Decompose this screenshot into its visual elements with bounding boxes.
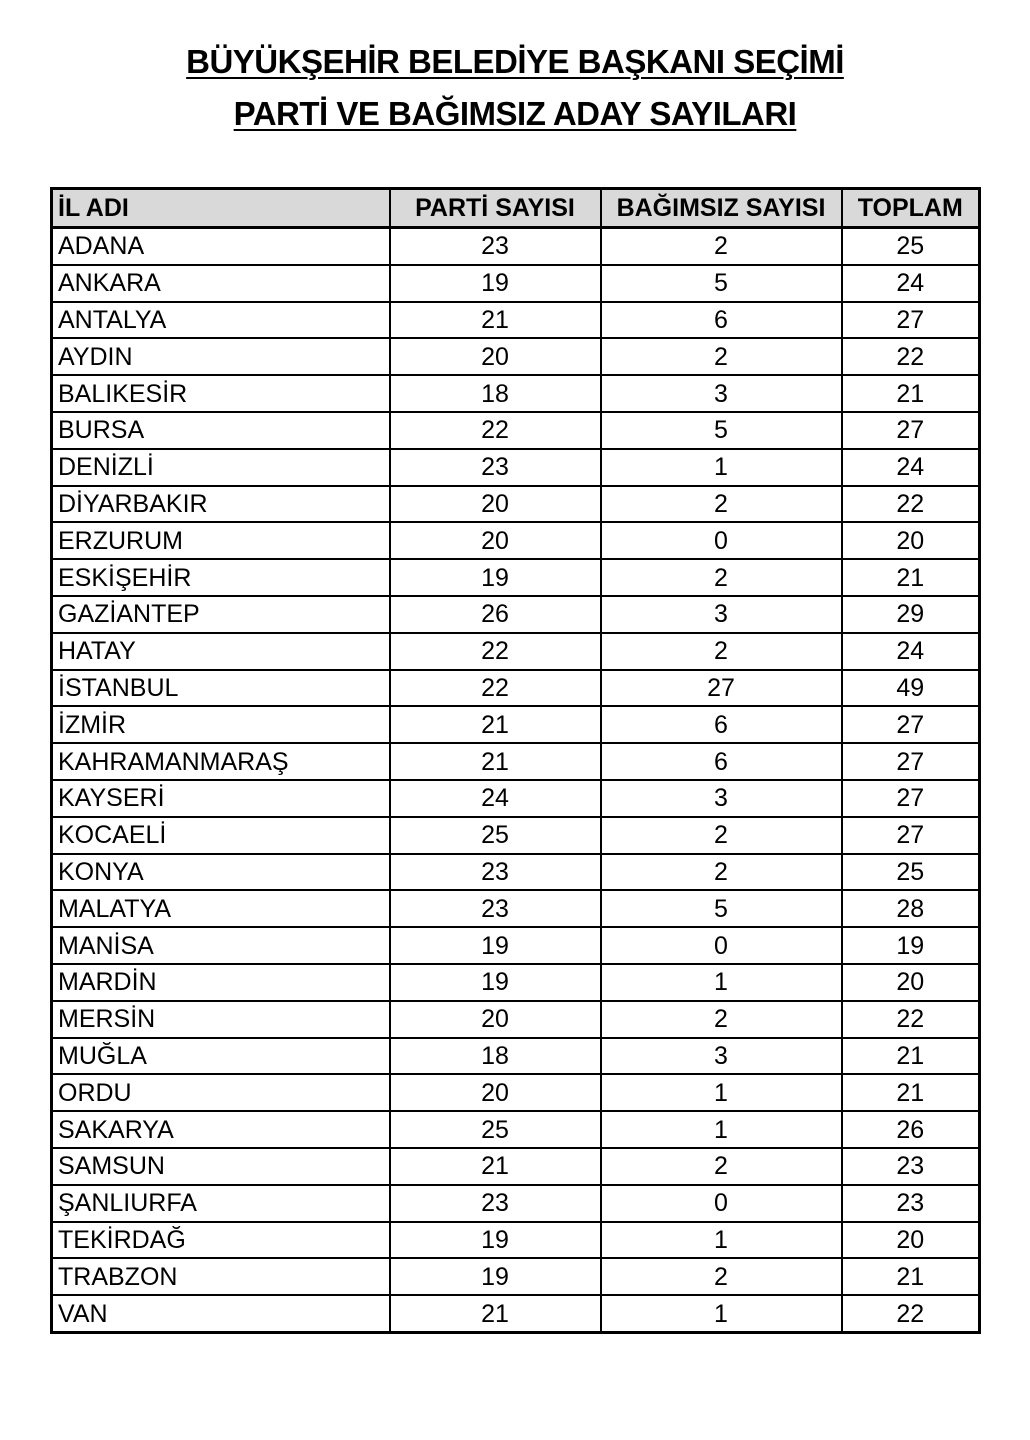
- province-cell: HATAY: [52, 633, 390, 670]
- total-cell: 27: [842, 706, 980, 743]
- province-cell: ORDU: [52, 1074, 390, 1111]
- independent-count-cell: 0: [601, 1185, 842, 1222]
- province-cell: MARDİN: [52, 964, 390, 1001]
- independent-count-cell: 2: [601, 338, 842, 375]
- independent-count-cell: 2: [601, 1001, 842, 1038]
- header-party-count: PARTİ SAYISI: [390, 189, 601, 228]
- party-count-cell: 21: [390, 743, 601, 780]
- independent-count-cell: 0: [601, 522, 842, 559]
- independent-count-cell: 5: [601, 265, 842, 302]
- total-cell: 22: [842, 486, 980, 523]
- table-row: [52, 228, 980, 265]
- independent-count-cell: 2: [601, 559, 842, 596]
- province-cell: İZMİR: [52, 706, 390, 743]
- total-cell: 25: [842, 854, 980, 891]
- header-province: İL ADI: [52, 189, 390, 228]
- province-cell: DENİZLİ: [52, 449, 390, 486]
- party-count-cell: 19: [390, 265, 601, 302]
- table-row: [52, 927, 980, 964]
- total-cell: 27: [842, 412, 980, 449]
- province-cell: İSTANBUL: [52, 670, 390, 707]
- table-row: [52, 890, 980, 927]
- province-cell: VAN: [52, 1295, 390, 1332]
- province-cell: KONYA: [52, 854, 390, 891]
- independent-count-cell: 1: [601, 449, 842, 486]
- independent-count-cell: 5: [601, 412, 842, 449]
- party-count-cell: 23: [390, 890, 601, 927]
- table-row: [52, 854, 980, 891]
- table-row: [52, 486, 980, 523]
- party-count-cell: 23: [390, 449, 601, 486]
- table-row: [52, 1185, 980, 1222]
- party-count-cell: 21: [390, 1148, 601, 1185]
- independent-count-cell: 5: [601, 890, 842, 927]
- party-count-cell: 22: [390, 670, 601, 707]
- candidate-count-table: [50, 187, 981, 1334]
- table-row: [52, 449, 980, 486]
- independent-count-cell: 3: [601, 596, 842, 633]
- province-cell: KAYSERİ: [52, 780, 390, 817]
- independent-count-cell: 2: [601, 228, 842, 265]
- party-count-cell: 24: [390, 780, 601, 817]
- province-cell: ADANA: [52, 228, 390, 265]
- independent-count-cell: 2: [601, 633, 842, 670]
- party-count-cell: 23: [390, 228, 601, 265]
- province-cell: MUĞLA: [52, 1038, 390, 1075]
- total-cell: 22: [842, 1001, 980, 1038]
- party-count-cell: 23: [390, 854, 601, 891]
- province-cell: TEKİRDAĞ: [52, 1222, 390, 1259]
- province-cell: ESKİŞEHİR: [52, 559, 390, 596]
- independent-count-cell: 3: [601, 780, 842, 817]
- party-count-cell: 22: [390, 412, 601, 449]
- party-count-cell: 22: [390, 633, 601, 670]
- table-row: [52, 670, 980, 707]
- total-cell: 25: [842, 228, 980, 265]
- total-cell: 29: [842, 596, 980, 633]
- table-row: [52, 964, 980, 1001]
- party-count-cell: 21: [390, 1295, 601, 1332]
- title-line-2-text: PARTİ VE BAĞIMSIZ ADAY SAYILARI: [233, 95, 797, 132]
- independent-count-cell: 6: [601, 706, 842, 743]
- party-count-cell: 20: [390, 486, 601, 523]
- table-row: [52, 559, 980, 596]
- table-body: [52, 228, 980, 1333]
- total-cell: 27: [842, 817, 980, 854]
- province-cell: GAZİANTEP: [52, 596, 390, 633]
- table-row: [52, 1258, 980, 1295]
- party-count-cell: 19: [390, 1258, 601, 1295]
- province-cell: BURSA: [52, 412, 390, 449]
- table-row: [52, 706, 980, 743]
- total-cell: 26: [842, 1111, 980, 1148]
- independent-count-cell: 2: [601, 817, 842, 854]
- total-cell: 27: [842, 780, 980, 817]
- total-cell: 21: [842, 1258, 980, 1295]
- province-cell: BALIKESİR: [52, 375, 390, 412]
- party-count-cell: 20: [390, 1074, 601, 1111]
- province-cell: SAMSUN: [52, 1148, 390, 1185]
- table-row: [52, 743, 980, 780]
- independent-count-cell: 1: [601, 1295, 842, 1332]
- table-row: [52, 265, 980, 302]
- party-count-cell: 23: [390, 1185, 601, 1222]
- party-count-cell: 19: [390, 1222, 601, 1259]
- independent-count-cell: 6: [601, 743, 842, 780]
- independent-count-cell: 3: [601, 375, 842, 412]
- total-cell: 19: [842, 927, 980, 964]
- province-cell: MANİSA: [52, 927, 390, 964]
- table-row: [52, 1222, 980, 1259]
- table-row: [52, 375, 980, 412]
- total-cell: 22: [842, 338, 980, 375]
- total-cell: 24: [842, 449, 980, 486]
- table-row: [52, 1001, 980, 1038]
- independent-count-cell: 0: [601, 927, 842, 964]
- party-count-cell: 20: [390, 338, 601, 375]
- total-cell: 23: [842, 1185, 980, 1222]
- header-independent-count: BAĞIMSIZ SAYISI: [601, 189, 842, 228]
- title-line-2: [0, 88, 1030, 140]
- total-cell: 28: [842, 890, 980, 927]
- total-cell: 21: [842, 1038, 980, 1075]
- party-count-cell: 19: [390, 964, 601, 1001]
- table-row: [52, 1074, 980, 1111]
- table-row: [52, 1038, 980, 1075]
- independent-count-cell: 1: [601, 1074, 842, 1111]
- independent-count-cell: 2: [601, 1258, 842, 1295]
- party-count-cell: 20: [390, 522, 601, 559]
- table-row: [52, 817, 980, 854]
- province-cell: SAKARYA: [52, 1111, 390, 1148]
- independent-count-cell: 1: [601, 964, 842, 1001]
- table-row: [52, 1148, 980, 1185]
- table-header: [52, 189, 980, 228]
- party-count-cell: 20: [390, 1001, 601, 1038]
- table-row: [52, 338, 980, 375]
- total-cell: 23: [842, 1148, 980, 1185]
- party-count-cell: 21: [390, 302, 601, 339]
- province-cell: ANKARA: [52, 265, 390, 302]
- independent-count-cell: 1: [601, 1222, 842, 1259]
- total-cell: 21: [842, 1074, 980, 1111]
- province-cell: TRABZON: [52, 1258, 390, 1295]
- total-cell: 20: [842, 964, 980, 1001]
- province-cell: KAHRAMANMARAŞ: [52, 743, 390, 780]
- table-row: [52, 633, 980, 670]
- independent-count-cell: 3: [601, 1038, 842, 1075]
- table-row: [52, 1111, 980, 1148]
- independent-count-cell: 2: [601, 486, 842, 523]
- province-cell: ERZURUM: [52, 522, 390, 559]
- total-cell: 20: [842, 522, 980, 559]
- province-cell: DİYARBAKIR: [52, 486, 390, 523]
- title-line-1: [0, 36, 1030, 88]
- total-cell: 24: [842, 633, 980, 670]
- province-cell: ANTALYA: [52, 302, 390, 339]
- total-cell: 20: [842, 1222, 980, 1259]
- table-row: [52, 596, 980, 633]
- document-title: [0, 36, 1030, 140]
- province-cell: KOCAELİ: [52, 817, 390, 854]
- table-row: [52, 412, 980, 449]
- table-row: [52, 1295, 980, 1332]
- table-row: [52, 302, 980, 339]
- party-count-cell: 25: [390, 1111, 601, 1148]
- independent-count-cell: 2: [601, 1148, 842, 1185]
- total-cell: 21: [842, 559, 980, 596]
- independent-count-cell: 2: [601, 854, 842, 891]
- party-count-cell: 19: [390, 559, 601, 596]
- total-cell: 27: [842, 302, 980, 339]
- party-count-cell: 21: [390, 706, 601, 743]
- total-cell: 21: [842, 375, 980, 412]
- table-row: [52, 522, 980, 559]
- party-count-cell: 26: [390, 596, 601, 633]
- total-cell: 22: [842, 1295, 980, 1332]
- independent-count-cell: 6: [601, 302, 842, 339]
- total-cell: 49: [842, 670, 980, 707]
- party-count-cell: 18: [390, 375, 601, 412]
- party-count-cell: 18: [390, 1038, 601, 1075]
- province-cell: AYDIN: [52, 338, 390, 375]
- province-cell: MALATYA: [52, 890, 390, 927]
- title-line-1-text: BÜYÜKŞEHİR BELEDİYE BAŞKANI SEÇİMİ: [186, 43, 844, 80]
- province-cell: ŞANLIURFA: [52, 1185, 390, 1222]
- party-count-cell: 25: [390, 817, 601, 854]
- table-row: [52, 780, 980, 817]
- header-row: [52, 189, 980, 228]
- party-count-cell: 19: [390, 927, 601, 964]
- independent-count-cell: 27: [601, 670, 842, 707]
- province-cell: MERSİN: [52, 1001, 390, 1038]
- independent-count-cell: 1: [601, 1111, 842, 1148]
- total-cell: 27: [842, 743, 980, 780]
- header-total: TOPLAM: [842, 189, 980, 228]
- total-cell: 24: [842, 265, 980, 302]
